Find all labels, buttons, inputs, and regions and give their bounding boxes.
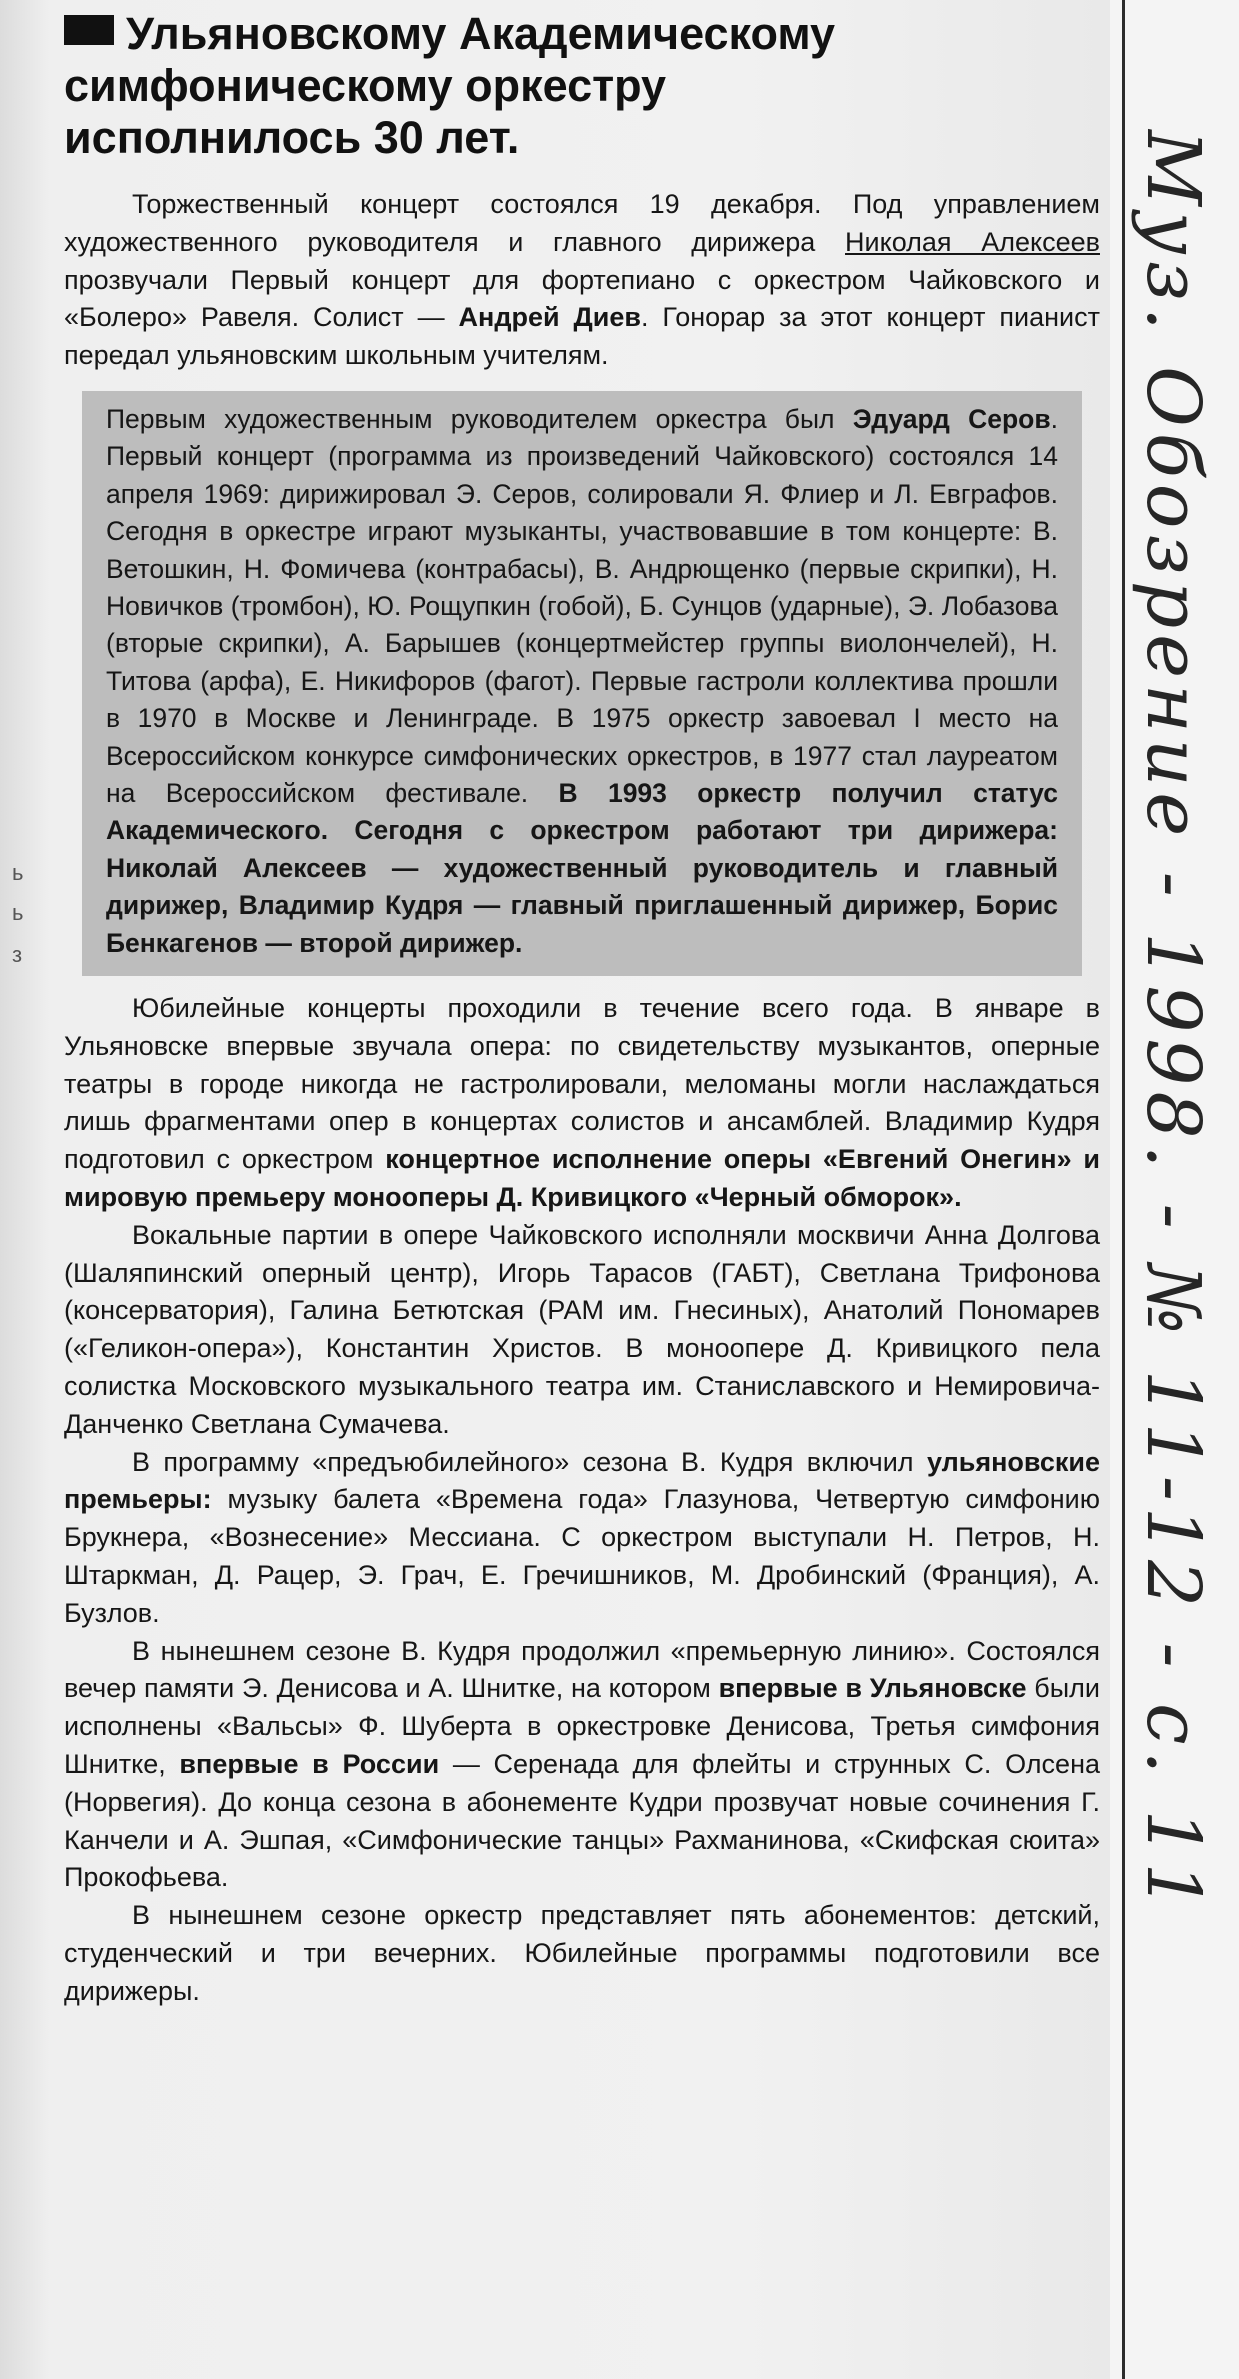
p4-bold: ульяновские премьеры: [64, 1446, 1100, 1515]
first-director-name: Эдуард Серов [852, 403, 1051, 434]
p5-text-c: — Серенада для флейты и струнных С. Олсена (Норвегия). До конца сезона в абонементе Кудри прозвучат новые сочинения Г. Канчели и А. Эшпая, «Симфонические танцы» Рахманинова, «Скифская сюита» Прокофьева. [64, 1749, 1100, 1893]
p2-bold: концертное исполнение оперы «Евгений Онегин» и мировую премьеру монооперы Д. Кривицкого «Черный обморок». [64, 1144, 1100, 1213]
history-sidebar [82, 391, 1082, 976]
cut-line [1122, 0, 1125, 2379]
body-paragraph-5 [64, 1633, 1100, 1898]
article [64, 8, 1100, 2011]
intro-text-b: прозвучали Первый концерт для фортепиано с оркестром Чайковского и «Болеро» Равеля. Солист — [64, 264, 1100, 333]
p5-bold-1: впервые в Ульяновске [718, 1673, 1027, 1704]
p4-text-b: музыку балета «Времена года» Глазунова, Четвертую симфонию Брукнера, «Вознесение» Мессиана. С оркестром выступали Н. Петров, Н. Штаркман, Д. Рацер, Э. Грач, Е. Гречишников, М. Дробинский (Франция), А. Бузлов. [64, 1484, 1100, 1628]
sidebar-bold-summary: В 1993 оркестр получил статус Академического. Сегодня с оркестром работают три дирижера: Николай Алексеев — художественный руководитель и главный дирижер, Владимир Кудря — главный приглашенный дирижер, Борис Бенкагенов — второй дирижер. [106, 778, 1058, 958]
headline-line-3: исполнилось 30 лет. [64, 112, 520, 163]
body-paragraph-6: В нынешнем сезоне оркестр представляет пять абонементов: детский, студенческий и три вечерних. Юбилейные программы подготовили все дирижеры. [64, 1900, 1100, 2006]
intro-text-a: Торжественный концерт состоялся 19 декабря. Под управлением художественного руководителя и главного дирижера [64, 189, 1100, 257]
p5-bold-2: впервые в России [179, 1749, 440, 1780]
p5-text-a: В нынешнем сезоне В. Кудря продолжил «премьерную линию». Состоялся вечер памяти Э. Денисова и А. Шнитке, на котором [64, 1635, 1100, 1704]
headline-line-1: Ульяновскому Академическому [126, 8, 836, 59]
sidebar-text-a: Первым художественным руководителем оркестра был [106, 403, 853, 434]
left-margin-fragments: ь ь з [12, 860, 24, 967]
intro-paragraph [64, 186, 1100, 375]
body-paragraph-4 [64, 1444, 1100, 1633]
sidebar-text-b: . Первый концерт (программа из произведений Чайковского) состоялся 14 апреля 1969: дирижировал Э. Серов, солировали Я. Флиер и Л. Евграфов. Сегодня в оркестре играют музыканты, участвовавшие в том концерте: В. Ветошкин, Н. Фомичева (контрабасы), В. Андрющенко (первые скрипки), Н. Новичков (тромбон), Ю. Рощупкин (гобой), Б. Сунцов (ударные), Э. Лобазова (вторые скрипки), А. Барышев (концертмейстер группы виолончелей), Н. Титова (арфа), Е. Никифоров (фагот). Первые гастроли коллектива прошли в 1970 в Москве и Ленинграде. В 1975 оркестр завоевал I место на Всероссийском конкурсе симфонических оркестров, в 1977 стал лауреатом на Всероссийском фестивале. [106, 403, 1059, 809]
p5-text-b: были исполнены «Вальсы» Ф. Шуберта в оркестровке Денисова, Третья симфония Шнитке, [64, 1673, 1100, 1780]
body-paragraph-3: Вокальные партии в опере Чайковского исполняли москвичи Анна Долгова (Шаляпинский оперный центр), Игорь Тарасов (ГАБТ), Светлана Трифонова (консерватория), Галина Бетютская (РАМ им. Гнесиных), Анатолий Пономарев («Геликон-опера»), Константин Христов. В монoопере Д. Кривицкого пела солистка Московского музыкального театра им. Станиславского и Немировича-Данченко Светлана Сумачева. [64, 1219, 1100, 1439]
p4-text-a: В программу «предъюбилейного» сезона В. Кудря включил [132, 1446, 927, 1477]
soloist-name: Андрей Диев [458, 302, 641, 333]
body-paragraph-2 [64, 990, 1100, 1217]
p2-text: Юбилейные концерты проходили в течение всего года. В январе в Ульяновске впервые звучала опера: по свидетельству музыкантов, оперные театры в городе никогда не гастролировали, меломаны могли наслаждаться лишь фрагментами опер в концертах солистов и ансамблей. Владимир Кудря подготовил с оркестром [64, 993, 1100, 1175]
headline-line-2: симфоническому оркестру [64, 60, 667, 111]
sidebar-paragraph [106, 401, 1058, 962]
intro-text-c: . Гонорар за этот концерт пианист передал ульяновским школьным учителям. [64, 302, 1100, 371]
handwritten-citation: Муз. Обозрение - 1998. - № 11-12 - с. 11 [1130, 130, 1216, 1916]
article-headline [64, 8, 1100, 164]
conductor-name: Николая Алексеев [845, 226, 1100, 257]
headline-square-bullet [64, 15, 114, 45]
